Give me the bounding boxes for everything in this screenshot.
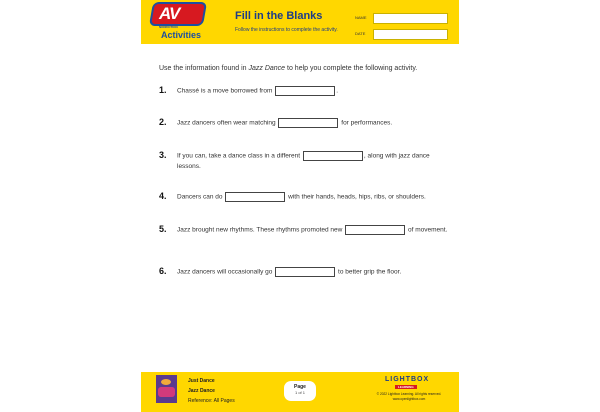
intro-text-after: to help you complete the following activity. (285, 65, 418, 72)
footer-book-title: Jazz Dance (188, 388, 215, 394)
page-number: 1 of 1 (294, 390, 305, 395)
website-url[interactable]: www.openlightbox.com (392, 397, 426, 401)
question-text-before: Jazz brought new rhythms. These rhythms promoted new (177, 226, 343, 234)
footer-series: Just Dance (188, 378, 215, 384)
question-text-after: . (336, 87, 338, 95)
page-indicator (284, 381, 316, 401)
question-text (177, 151, 449, 172)
page-title: Fill in the Blanks (235, 10, 323, 22)
copyright-block (369, 392, 449, 402)
instructions (159, 65, 449, 72)
answer-blank[interactable] (275, 86, 335, 96)
copyright-text: © 2022 Lightbox Learning. All rights reserved. (376, 392, 442, 396)
page-label: Page (294, 384, 306, 390)
question-text-before: Chassé is a move borrowed from (177, 87, 273, 95)
answer-blank[interactable] (225, 192, 285, 202)
question-text-before: Jazz dancers often wear matching (177, 119, 276, 127)
question-text-after: with their hands, heads, hips, ribs, or shoulders. (288, 193, 426, 201)
question-text-after: of movement. (407, 226, 448, 234)
page-subtitle: Follow the instructions to complete the activity. (235, 27, 338, 33)
answer-blank[interactable] (345, 225, 405, 235)
av2-logo (149, 4, 209, 42)
question-text (177, 86, 449, 97)
footer-bar (141, 372, 459, 412)
answer-blank[interactable] (303, 151, 363, 161)
question-number: 1. (159, 85, 167, 95)
date-field[interactable] (373, 29, 448, 40)
question-number: 4. (159, 191, 167, 201)
logo-activities: Activities (160, 30, 202, 40)
question-number: 2. (159, 117, 167, 127)
lightbox-learning-tag: LEARNING (395, 385, 417, 389)
question-number: 5. (159, 224, 167, 234)
intro-text-before: Use the information found in (159, 65, 249, 72)
question-text-after: , along with jazz dance lessons. (177, 152, 430, 170)
question-number: 3. (159, 150, 167, 160)
logo-subtext: NONFICTION (159, 25, 178, 29)
cover-figure-head (161, 379, 171, 385)
name-field[interactable] (373, 13, 448, 24)
question-text-before: Dancers can do (177, 193, 223, 201)
name-label: NAME (355, 15, 367, 20)
question-number: 6. (159, 266, 167, 276)
answer-blank[interactable] (275, 267, 335, 277)
book-cover-thumbnail (156, 375, 177, 403)
question-text-before: Jazz dancers will occasionally go (177, 268, 273, 276)
header-bar (141, 0, 459, 44)
question-text (177, 225, 449, 236)
question-text-before: If you can, take a dance class in a different (177, 152, 301, 160)
cover-figure-body (158, 387, 175, 397)
footer-reference: Reference: All Pages (188, 398, 235, 404)
question-text (177, 118, 449, 129)
question-text (177, 192, 449, 203)
logo-text: AV (159, 4, 180, 23)
lightbox-logo: LIGHTBOX (385, 376, 430, 383)
date-label: DATE (355, 31, 366, 36)
answer-blank[interactable] (278, 118, 338, 128)
question-text-after: for performances. (341, 119, 393, 127)
worksheet-page (141, 0, 459, 412)
question-text (177, 267, 449, 278)
question-text-after: to better grip the floor. (338, 268, 402, 276)
intro-book-title: Jazz Dance (248, 65, 286, 72)
